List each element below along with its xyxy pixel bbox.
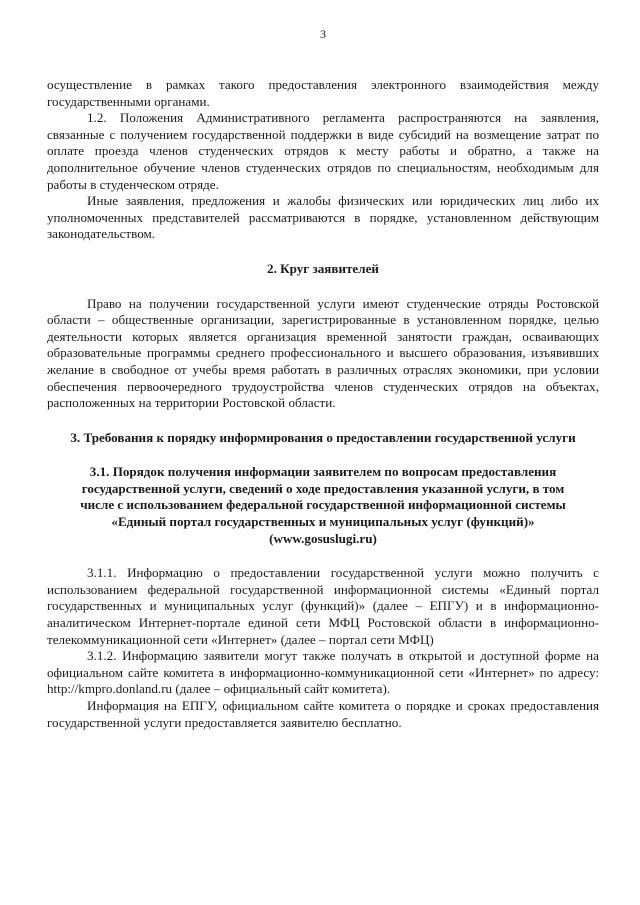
section-3-heading: 3. Требования к порядку информирования о предоставлении государственной услуги <box>70 429 576 445</box>
section-3-1-heading: 3.1. Порядок получения информации заявителем по вопросам предоставления государственной услуги, сведений о ходе предоставления указанной услуги, в том числе с использованием федеральной государственной информационной системы «Единый портал государственных и муниципальных услуг (функций)» (www.gosuslugi.ru) <box>80 464 566 546</box>
section-2-heading: 2. Круг заявителей <box>267 260 379 276</box>
paragraph-other-applications: Иные заявления, предложения и жалобы физических или юридических лиц либо их уполномоченных представителей рассматриваются в порядке, установленном действующим законодательством. <box>47 193 599 242</box>
paragraph-3-1-1: 3.1.1. Информацию о предоставлении государственной услуги можно получить с использованием федеральной государственной информационной системы «Единый портал государственных и муниципальных услуг (функций)» (далее – ЕПГУ) и в информационно-аналитическом Интернет-портале единой сети МФЦ Ростовской области в информационно-телекоммуникационной сети «Интернет» (далее – портал сети МФЦ) <box>47 565 599 647</box>
document-page <box>47 27 599 731</box>
paragraph-3-1-2: 3.1.2. Информацию заявители могут также получать в открытой и доступной форме на официальном сайте комитета в информационно-коммуникационной сети «Интернет» по адресу: http://kmpro.donland.ru (далее – официальный сайт комитета). <box>47 648 599 697</box>
paragraph-free-information: Информация на ЕПГУ, официальном сайте комитета о порядке и сроках предоставления государственной услуги предоставляется заявителю бесплатно. <box>47 698 599 730</box>
section-2-paragraph: Право на получении государственной услуги имеют студенческие отряды Ростовской области – общественные организации, зарегистрированные в установленном порядке, целью деятельности которых является организация временной занятости граждан, осваивающих образовательные программы среднего профессионального и высшего образования, изъявивших желание в свободное от учебы время работать в различных отраслях экономики, при условии обеспечения первоочередного трудоустройства членов студенческих отрядов на объектах, расположенных на территории Ростовской области. <box>47 295 599 411</box>
paragraph-continuation: осуществление в рамках такого предоставления электронного взаимодействия между государственными органами. <box>47 77 599 109</box>
page-number: 3 <box>320 27 326 41</box>
paragraph-1-2: 1.2. Положения Административного регламента распространяются на заявления, связанные с получением государственной поддержки в виде субсидий на возмещение затрат по оплате проезда членов студенческих отрядов к месту работы и обратно, а также на дополнительное обучение членов студенческих отрядов по специальностям, необходимым для работы в студенческом отряде. <box>47 110 599 192</box>
